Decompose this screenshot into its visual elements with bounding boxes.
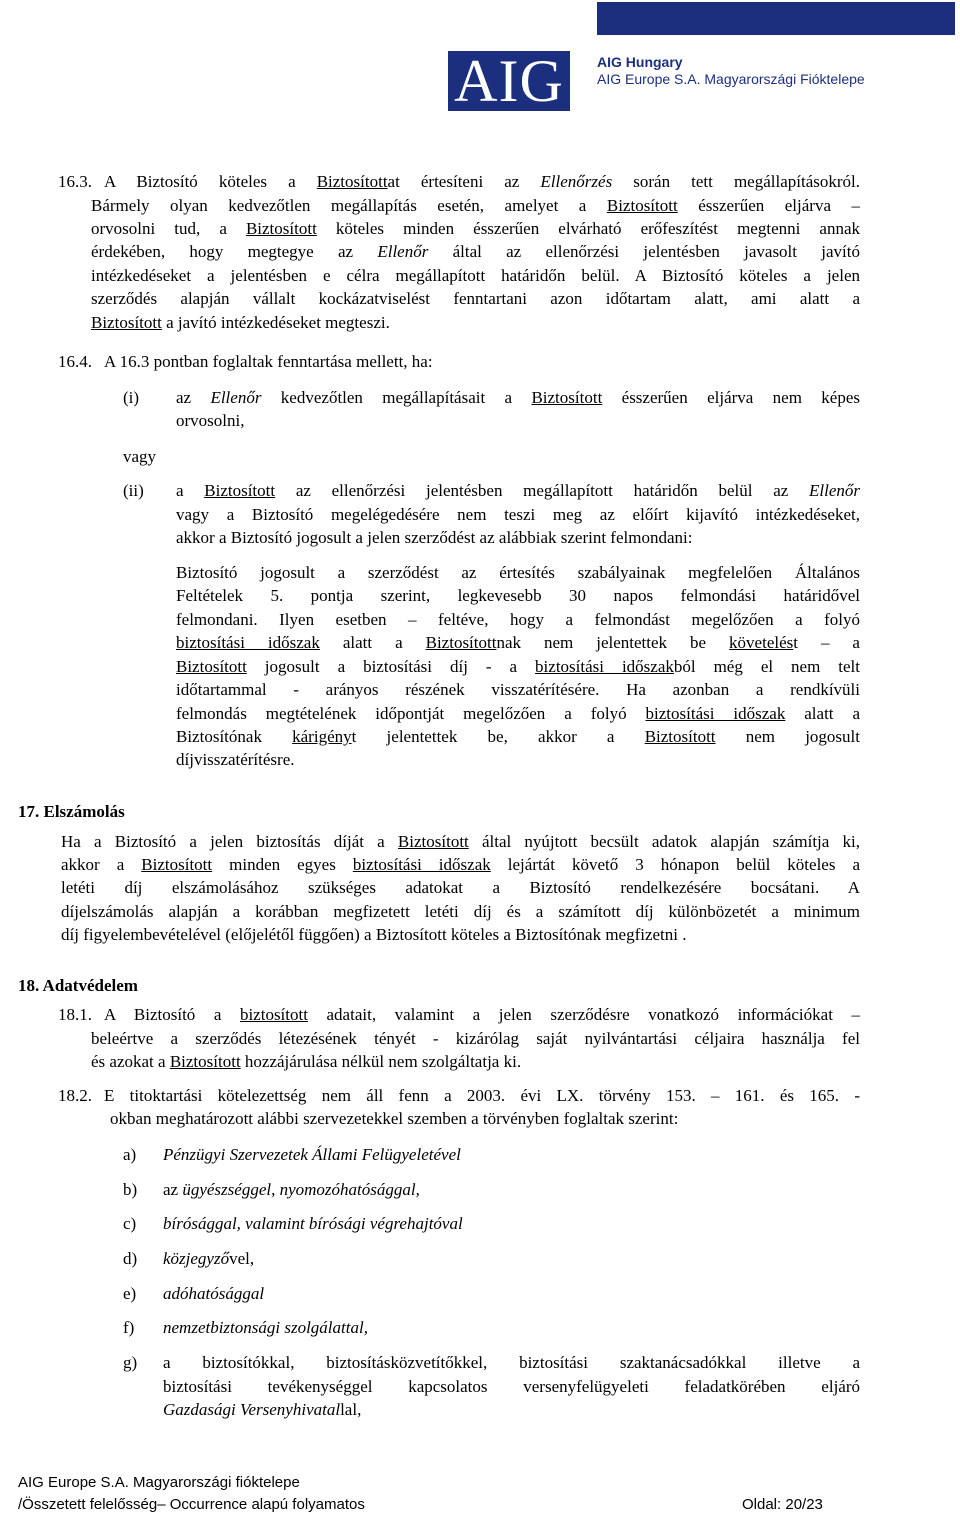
list-label: b)	[123, 1180, 138, 1199]
term-biztositott: Biztosított	[425, 633, 497, 652]
para-line3: felmondani. Ilyen esetben – feltéve, hogy a felmondást megelőzően a folyó	[176, 610, 860, 629]
term-biztositott: Biztosított	[176, 657, 247, 676]
text: felmondás megtételének időpontját megelőzően a folyó	[176, 704, 646, 723]
s18-1-line3	[91, 1052, 521, 1072]
p16-4-intro: A 16.3 pontban foglaltak fenntartása mellett, ha:	[104, 352, 433, 371]
para-line8	[176, 727, 860, 747]
s17-line5: díj figyelembevételével (előjelétől függően) a Biztosított köteles a Biztosítónak megfizetni .	[61, 925, 687, 944]
para-line7	[176, 704, 860, 724]
p16-3-line2	[91, 196, 860, 216]
text: lejártát követő 3 hónapon belül köteles a	[490, 855, 861, 874]
list-label: c)	[123, 1214, 137, 1233]
num-16-4: 16.4.	[58, 352, 92, 371]
list-item	[163, 1318, 368, 1338]
text: ésszerűen eljárva –	[677, 196, 860, 215]
label-ii: (ii)	[123, 481, 144, 500]
text: nem jogosult	[715, 727, 860, 746]
text: A Biztosító köteles a	[104, 172, 317, 191]
text: ésszerűen eljárva nem képes	[602, 388, 861, 407]
item-i-line1	[176, 388, 860, 408]
text: alatt a	[319, 633, 426, 652]
p16-3-line1	[104, 172, 860, 192]
term-biztositasi-idoszak: biztosítási időszak	[352, 855, 491, 874]
num-16-3: 16.3.	[58, 172, 92, 191]
aig-logo: AIG	[448, 51, 570, 111]
text: kedvezőtlen megállapításait a	[261, 388, 532, 407]
term-biztositasi-idoszak: biztosítási időszak	[535, 657, 674, 676]
p16-3-line5: intézkedéseket a jelentésben e célra megállapított határidőn belül. A Biztosító köteles a jelen	[91, 266, 860, 285]
num-18-1: 18.1.	[58, 1005, 92, 1024]
term-biztositott: Biztosított	[316, 172, 388, 191]
list-label: e)	[123, 1284, 137, 1303]
item-g-line1: a biztosítókkal, biztosításközvetítőkkel, biztosítási szaktanácsadókkal illetve a	[163, 1353, 860, 1372]
s18-1-line2: beleértve a szerződés létezésének tényét - kizárólag saját nyilvántartási céljaira használja fel	[91, 1029, 860, 1048]
p16-3-line3	[91, 219, 860, 239]
text: az	[163, 1180, 183, 1199]
label-i: (i)	[123, 388, 140, 407]
list-item	[163, 1145, 461, 1165]
term-biztositott: Biztosított	[141, 855, 213, 874]
company-name: AIG Hungary	[597, 54, 683, 70]
text: minden egyes	[212, 855, 353, 874]
term-biztositott: Biztosított	[169, 1052, 241, 1071]
para-line1: Biztosító jogosult a szerződést az értesítés szabályainak megfelelően Általános	[176, 563, 860, 582]
item-g-line3	[163, 1400, 361, 1420]
term-karigeny: kárigény	[292, 727, 352, 746]
s17-line2	[61, 855, 860, 875]
p16-3-line7	[91, 313, 390, 333]
text: hozzájárulása nélkül nem szolgáltatja ki.	[240, 1052, 522, 1071]
para-line2: Feltételek 5. pontja szerint, legkevesebb 30 napos felmondási határidővel	[176, 586, 860, 605]
list-item-text: nemzetbiztonsági szolgálattal,	[163, 1318, 368, 1337]
text: Ha a Biztosító a jelen biztosítás díját a	[61, 832, 398, 851]
company-sub: AIG Europe S.A. Magyarországi Fióktelepe	[597, 71, 865, 87]
para-line9: díjvisszatérítésre.	[176, 750, 295, 769]
item-i-line2: orvosolni,	[176, 411, 245, 430]
term-biztositott: Biztosított	[204, 481, 276, 500]
term-biztositott: Biztosított	[397, 832, 469, 851]
text: orvosolni tud, a	[91, 219, 246, 238]
term-biztositott: Biztosított	[644, 727, 716, 746]
text: t jelentettek be, akkor a	[351, 727, 645, 746]
term-biztositott: Biztosított	[91, 313, 162, 332]
s17-line3: letéti díj elszámolásához szükséges adatokat a Biztosító rendelkezésére bocsátani. A	[61, 878, 860, 897]
term-koveteles: követelés	[729, 633, 794, 652]
text: akkor a	[61, 855, 142, 874]
p16-3-line4	[91, 242, 860, 262]
text: ból még el nem telt	[673, 657, 861, 676]
item-g-line2: biztosítási tevékenységgel kapcsolatos versenyfelügyeleti feladatkörében eljáró	[163, 1377, 860, 1396]
list-item	[163, 1180, 420, 1200]
term-biztositott: biztosított	[239, 1005, 308, 1024]
text: Biztosítónak	[176, 727, 293, 746]
list-item-text: Pénzügyi Szervezetek Állami Felügyeletével	[163, 1145, 461, 1164]
list-item	[163, 1284, 264, 1304]
s17-line1	[61, 832, 860, 852]
header-bar	[597, 2, 955, 35]
text: alatt a	[785, 704, 860, 723]
list-item	[163, 1214, 463, 1234]
list-label: d)	[123, 1249, 138, 1268]
text: vel,	[229, 1249, 255, 1268]
text: során tett megállapításokról.	[612, 172, 860, 191]
term-biztositasi-idoszak: biztosítási időszak	[176, 633, 320, 652]
term-biztositott: Biztosított	[606, 196, 678, 215]
list-label: a)	[123, 1145, 137, 1164]
text: által az ellenőrzési jelentésben javasolt javító	[428, 242, 860, 261]
item-ii-line3: akkor a Biztosító jogosult a jelen szerződést az alábbiak szerint felmondani:	[176, 528, 693, 547]
term-ellenorzes: Ellenőrzés	[540, 172, 613, 191]
text: t – a	[793, 633, 860, 652]
list-item-text: adóhatósággal	[163, 1284, 265, 1303]
list-item	[163, 1249, 254, 1269]
footer-company: AIG Europe S.A. Magyarországi fióktelepe	[18, 1474, 300, 1491]
text: at értesíteni az	[387, 172, 541, 191]
footer-page-number: Oldal: 20/23	[742, 1496, 823, 1513]
term-biztositott: Biztosított	[531, 388, 603, 407]
list-label: g)	[123, 1353, 138, 1372]
footer-product: /Összetett felelősség– Occurrence alapú folyamatos	[18, 1496, 365, 1513]
s18-2-line2: okban meghatározott alábbi szervezetekkel szemben a törvényben foglaltak szerint:	[110, 1109, 679, 1128]
s17-line4: díjelszámolás alapján a korábban megfizetett letéti díj és a számított díj különbözetét a minimum	[61, 902, 860, 921]
text: érdekében, hogy megtegye az	[91, 242, 378, 261]
text: az	[176, 388, 211, 407]
text: jogosult a biztosítási díj - a	[246, 657, 536, 676]
p16-3-line6: szerződés alapján vállalt kockázatviselést fenntartani azon időtartam alatt, ami alatt a	[91, 289, 860, 308]
heading-17: 17. Elszámolás	[18, 802, 125, 821]
text: adatait, valamint a jelen szerződésre vonatkozó információkat –	[307, 1005, 860, 1024]
text: Bármely olyan kedvezőtlen megállapítás esetén, amelyet a	[91, 196, 607, 215]
text: által nyújtott becsült adatok alapján számítja ki,	[468, 832, 860, 851]
heading-18: 18. Adatvédelem	[18, 976, 138, 995]
text: a javító intézkedéseket megteszi.	[161, 313, 390, 332]
term-biztositasi-idoszak: biztosítási időszak	[645, 704, 786, 723]
term-ellenor: Ellenőr	[210, 388, 262, 407]
term-biztositott: Biztosított	[245, 219, 317, 238]
term-ellenor: Ellenőr	[377, 242, 429, 261]
list-item-text: bírósággal, valamint bírósági végrehajtóval	[163, 1214, 463, 1233]
vagy-text: vagy	[123, 447, 157, 466]
num-18-2: 18.2.	[58, 1086, 92, 1105]
item-ii-line2: vagy a Biztosító megelégedésére nem teszi meg az előírt kijavító intézkedéseket,	[176, 505, 860, 524]
text: a	[176, 481, 205, 500]
para-line4	[176, 633, 860, 653]
s18-2-line1: E titoktartási kötelezettség nem áll fenn a 2003. évi LX. törvény 153. – 161. és 165. -	[104, 1086, 860, 1105]
para-line5	[176, 657, 860, 677]
company-block	[597, 54, 865, 88]
text: nak nem jelentettek be	[496, 633, 730, 652]
s18-1-line1	[104, 1005, 860, 1025]
text: köteles minden ésszerűen elvárható erőfeszítést megtenni annak	[316, 219, 860, 238]
list-item-text: ügyészséggel, nyomozóhatósággal,	[182, 1180, 420, 1199]
list-item-text: közjegyző	[163, 1249, 230, 1268]
term-ellenor: Ellenőr	[809, 481, 860, 500]
item-ii-line1	[176, 481, 860, 501]
para-line6: időtartammal - arányos részének visszatérítésére. Ha azonban a rendkívüli	[176, 680, 860, 699]
text: és azokat a	[91, 1052, 170, 1071]
list-label: f)	[123, 1318, 135, 1337]
text: A Biztosító a	[104, 1005, 240, 1024]
list-item-text: Gazdasági Versenyhivatal	[163, 1400, 341, 1419]
text: az ellenőrzési jelentésben megállapított határidőn belül az	[275, 481, 809, 500]
text: lal,	[340, 1400, 362, 1419]
